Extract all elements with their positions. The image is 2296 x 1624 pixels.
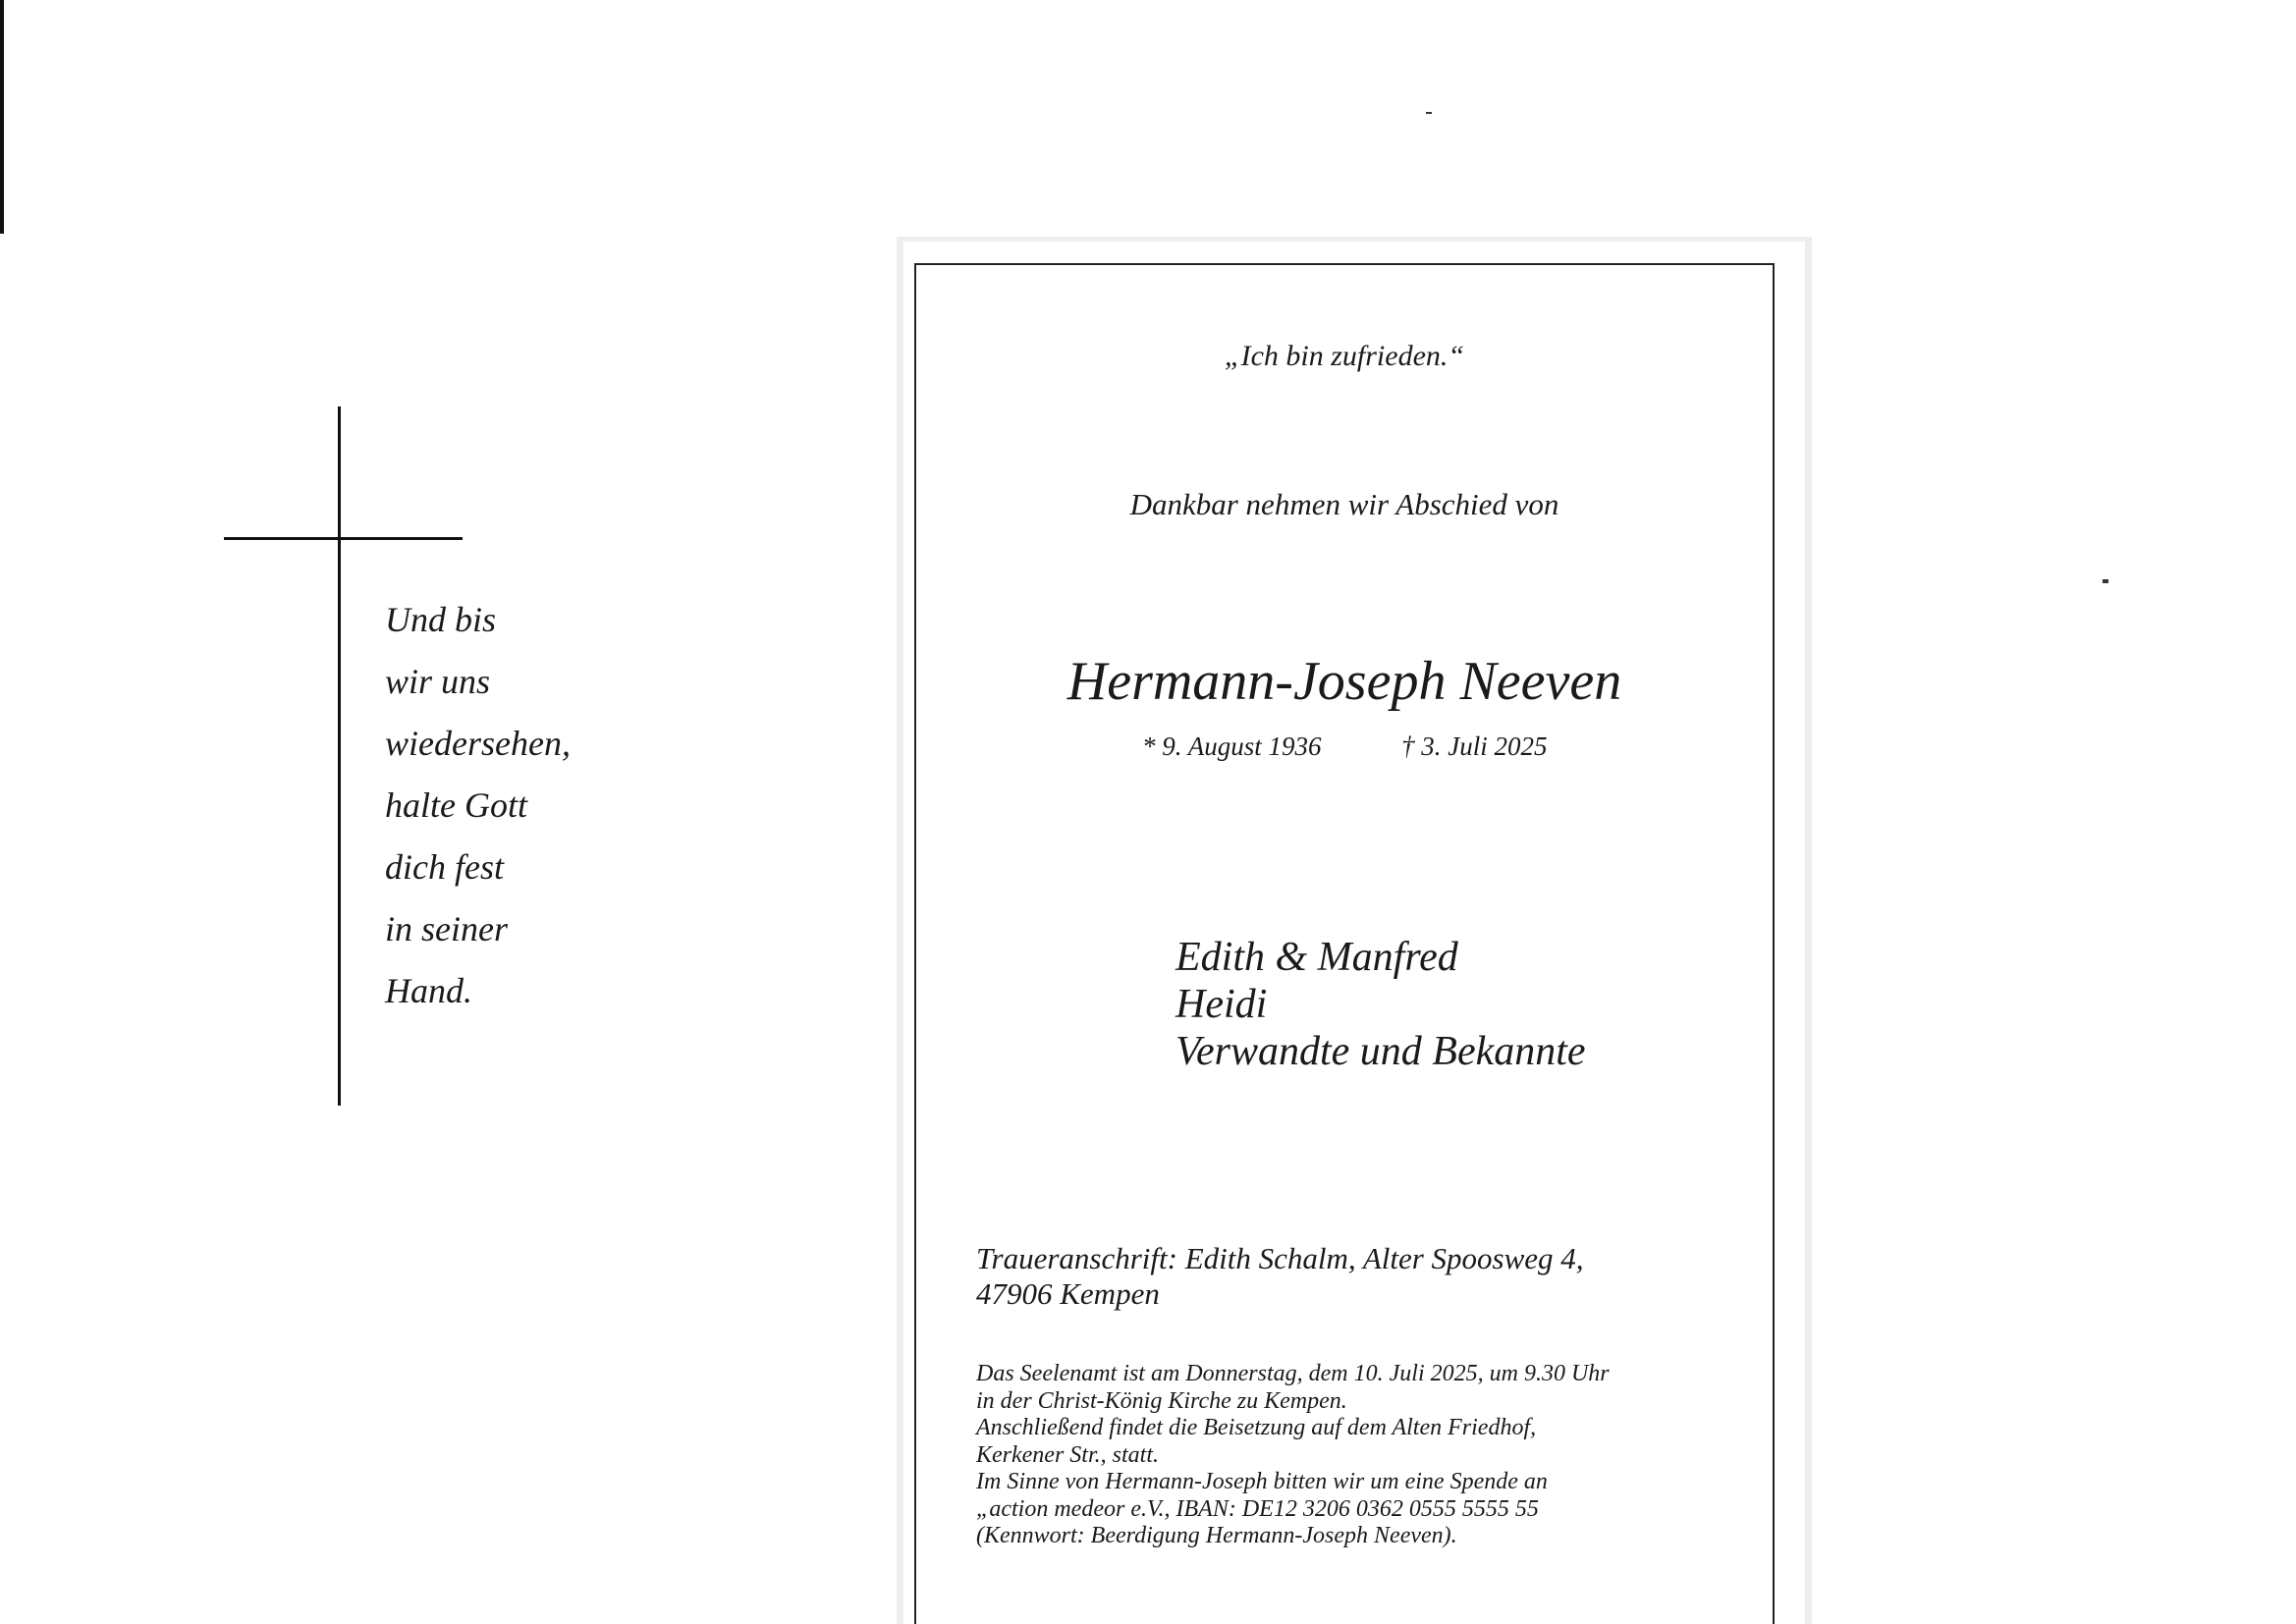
cross-vertical-bar bbox=[338, 406, 341, 1106]
mourners-list bbox=[1175, 934, 1586, 1075]
poem-line: wir uns bbox=[385, 662, 491, 701]
service-line: „action medeor e.V., IBAN: DE12 3206 0362 0555 5555 55 bbox=[976, 1495, 1539, 1522]
mourner-line: Verwandte und Bekannte bbox=[1175, 1029, 1586, 1074]
address-line: Traueranschrift: Edith Schalm, Alter Spoosweg 4, bbox=[976, 1241, 1584, 1275]
service-line: Im Sinne von Hermann-Joseph bitten wir um eine Spende an bbox=[976, 1469, 1548, 1494]
poem-line: Und bis bbox=[385, 600, 497, 639]
address-line: 47906 Kempen bbox=[976, 1276, 1160, 1311]
service-line: Das Seelenamt ist am Donnerstag, dem 10. Juli 2025, um 9.30 Uhr bbox=[976, 1361, 1610, 1386]
birth-date: * 9. August 1936 bbox=[1142, 731, 1322, 761]
poem bbox=[385, 589, 571, 1022]
service-line: Kerkener Str., statt. bbox=[976, 1441, 1159, 1468]
cross-horizontal-bar bbox=[224, 537, 463, 540]
poem-line: wiedersehen, bbox=[385, 724, 571, 763]
mourning-address bbox=[976, 1241, 1584, 1312]
death-date: † 3. Juli 2025 bbox=[1401, 731, 1548, 761]
farewell-intro: Dankbar nehmen wir Abschied von bbox=[1129, 487, 1559, 521]
service-line: in der Christ-König Kirche zu Kempen. bbox=[976, 1387, 1347, 1414]
scan-edge-mark bbox=[0, 0, 4, 234]
service-info bbox=[976, 1361, 1610, 1550]
deceased-name: Hermann-Joseph Neeven bbox=[1066, 651, 1622, 712]
service-line: (Kennwort: Beerdigung Hermann-Joseph Neeven). bbox=[976, 1523, 1457, 1548]
mourner-line: Heidi bbox=[1175, 982, 1268, 1027]
poem-line: dich fest bbox=[385, 847, 504, 887]
poem-line: Hand. bbox=[385, 971, 472, 1010]
service-line: Anschließend findet die Beisetzung auf dem Alten Friedhof, bbox=[976, 1415, 1537, 1440]
poem-line: in seiner bbox=[385, 909, 508, 948]
scan-speck bbox=[2103, 579, 2108, 583]
mourner-line: Edith & Manfred bbox=[1175, 935, 1458, 980]
poem-line: halte Gott bbox=[385, 785, 527, 825]
motto-quote: „Ich bin zufrieden.“ bbox=[1224, 340, 1465, 372]
scan-speck bbox=[1426, 112, 1432, 114]
